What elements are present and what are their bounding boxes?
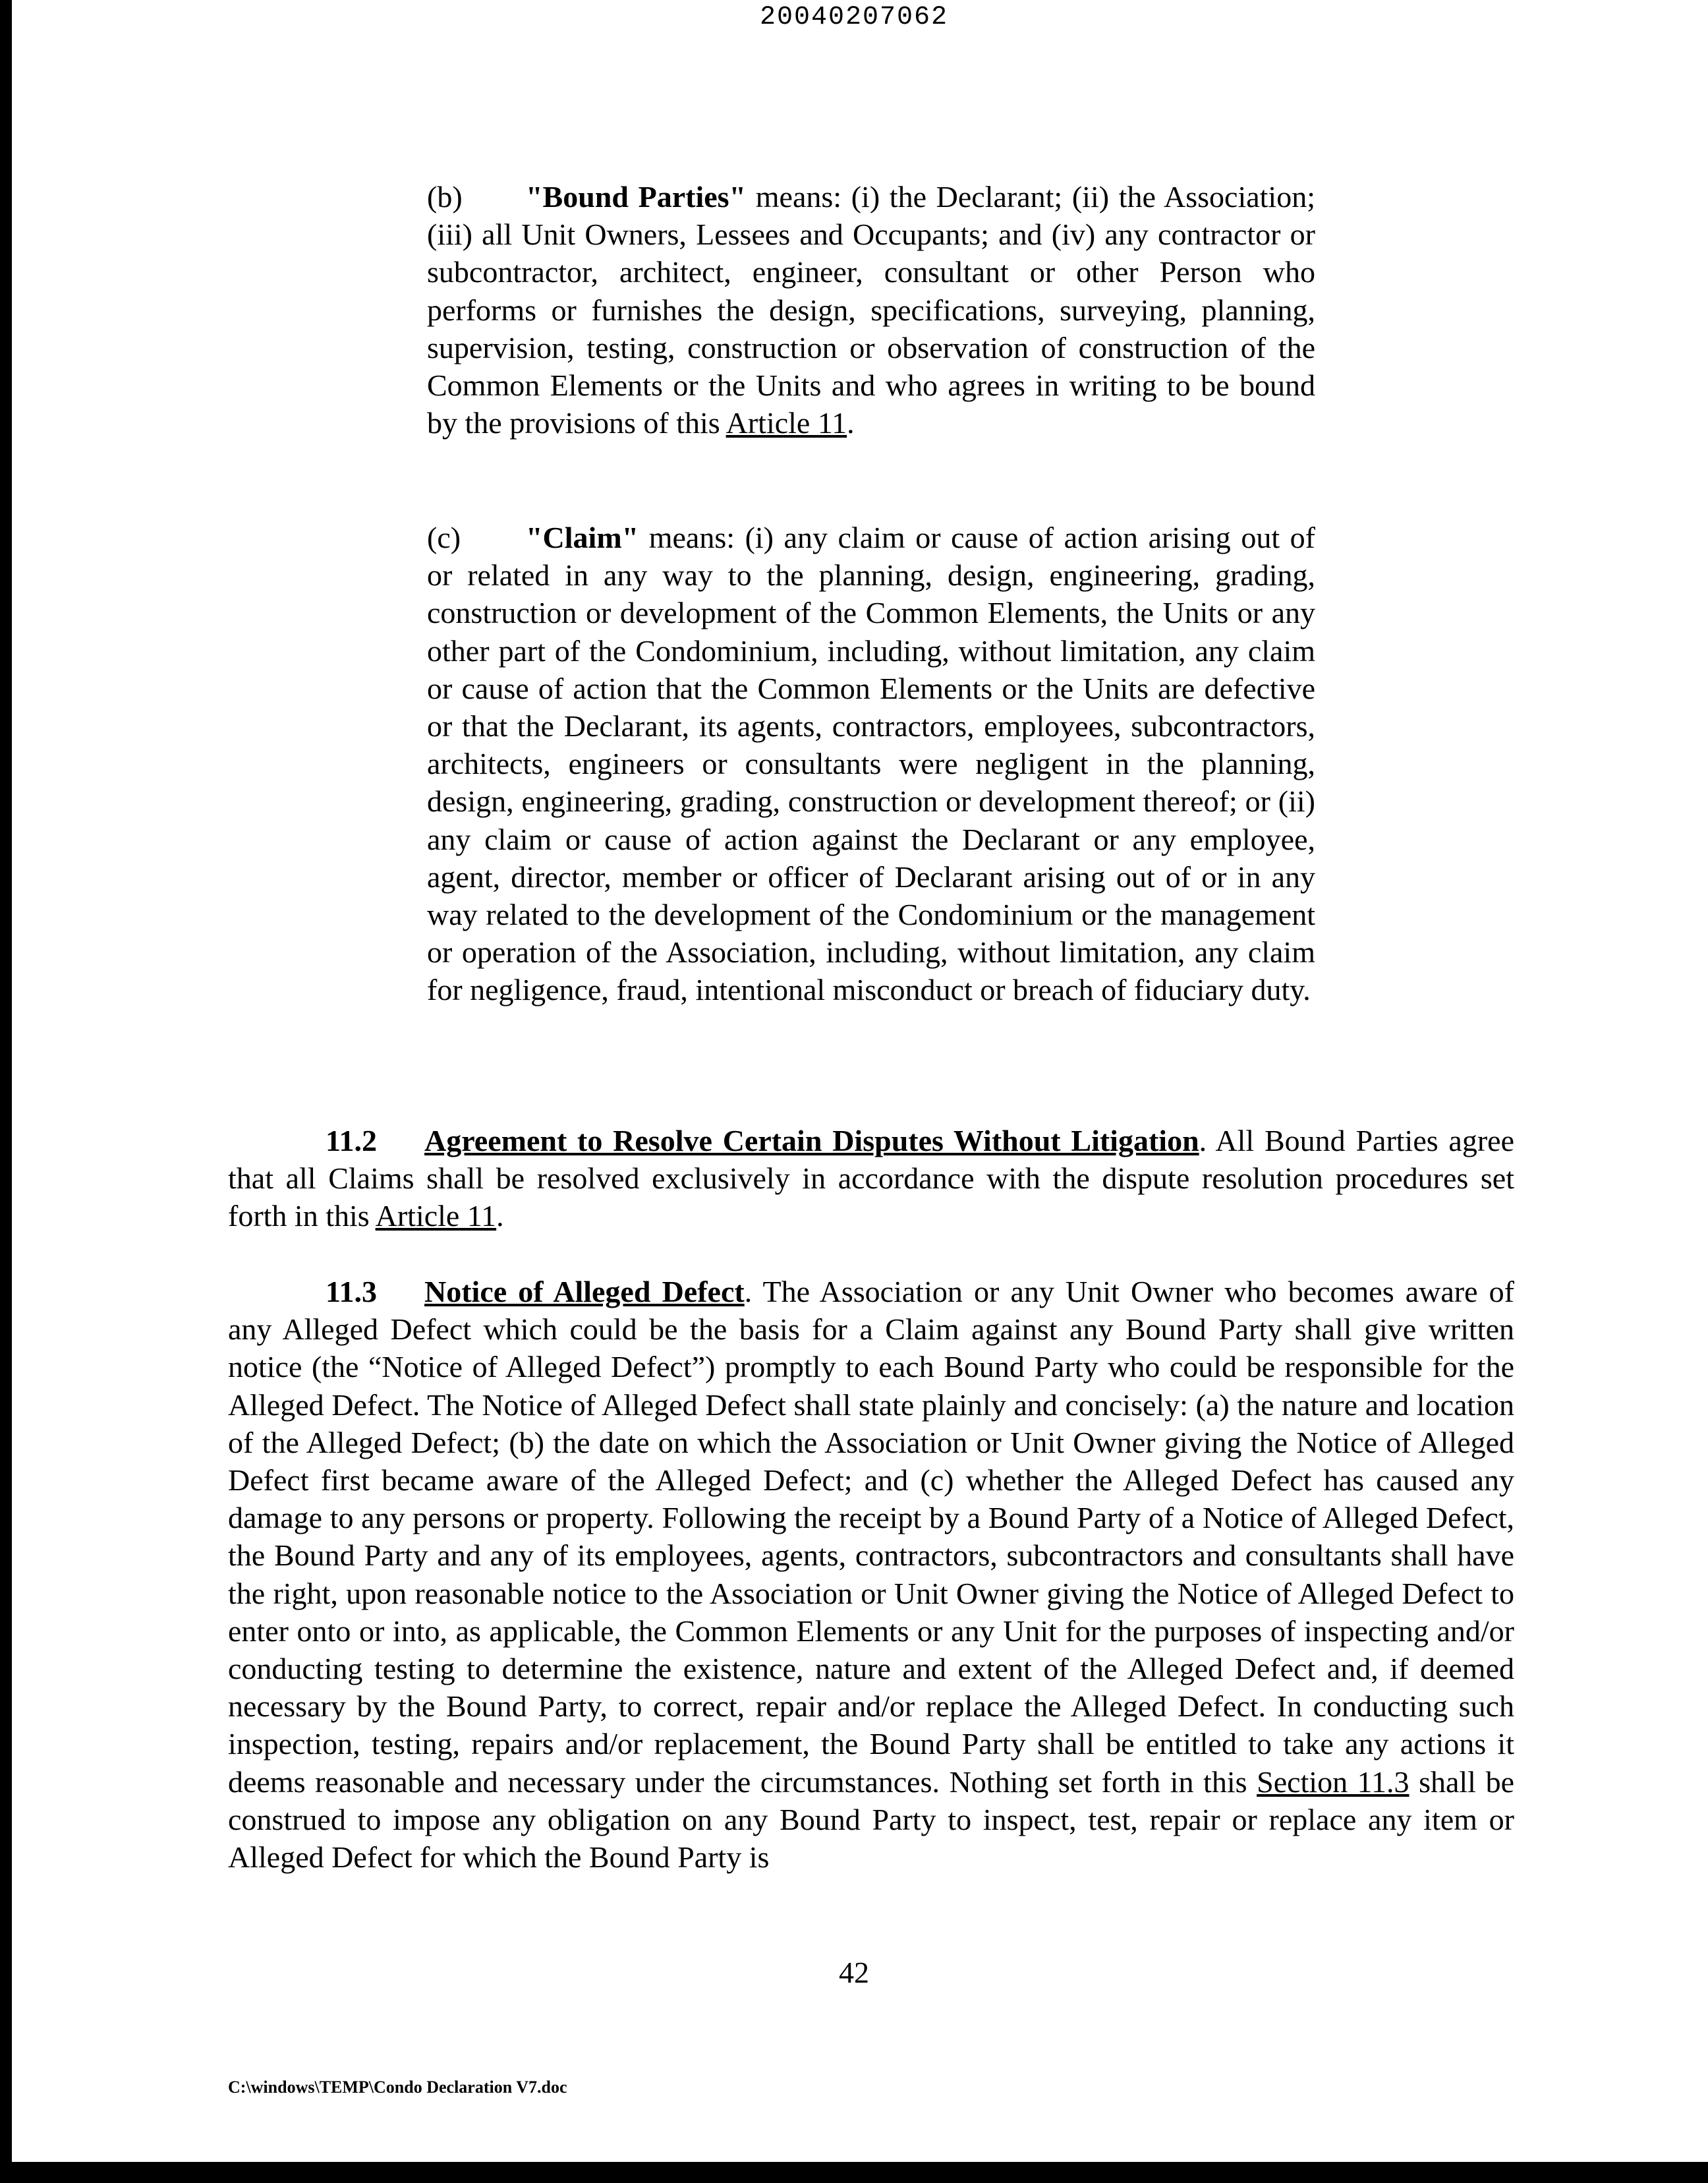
paragraph-c-term: "Claim" (526, 521, 639, 554)
section-11-3-heading: Notice of Alleged Defect (424, 1275, 745, 1308)
section-11-2-text: . All Bound Parties agree that all Claims shall be resolved exclusively in accordance with the dispute resolution procedures set forth in this (228, 1124, 1514, 1233)
paragraph-c-label: (c) (427, 521, 461, 554)
section-11-2-end: . (496, 1199, 504, 1233)
section-11-3-text: . The Association or any Unit Owner who becomes aware of any Alleged Defect which could be the basis for a Claim against any Bound Party shall give written notice (the “Notice of Alleged Defect”) promptly to each Bound Party who could be responsible for the Alleged Defect. The Notice of Alleged Defect shall state plainly and concisely: (a) the nature and location of the Alleged Defect; (b) the date on which the Association or Unit Owner giving the Notice of Alleged Defect first became aware of the Alleged Defect; and (c) whether the Alleged Defect has caused any damage to any persons or property. Following the receipt by a Bound Party of a Notice of Alleged Defect, the Bound Party and any of its employees, agents, contractors, subcontractors and consultants shall have the right, upon reasonable notice to the Association or Unit Owner giving the Notice of Alleged Defect to enter onto or into, as applicable, the Common Elements or any Unit for the purposes of inspecting and/or conducting testing to determine the existence, nature and extent of the Alleged Defect and, if deemed necessary by the Bound Party, to correct, repair and/or replace the Alleged Defect. In conducting such inspection, testing, repairs and/or replacement, the Bound Party shall be entitled to take any actions it deems reasonable and necessary under the circumstances. Nothing set forth in this (228, 1275, 1514, 1799)
paragraph-b-article-ref: Article 11 (726, 406, 847, 440)
section-11-3 (228, 1273, 1514, 1876)
paragraph-b-term: "Bound Parties" (526, 180, 747, 214)
section-11-3-number: 11.3 (326, 1275, 377, 1308)
scan-left-edge (0, 0, 12, 2183)
paragraph-b-text: means: (i) the Declarant; (ii) the Association; (iii) all Unit Owners, Lessees and Occupants; and (iv) any contractor or subcontractor, architect, engineer, consultant or other Person who performs or furnishes the design, specifications, surveying, planning, supervision, testing, construction or observation of construction of the Common Elements or the Units and who agrees in writing to be bound by the provisions of this (427, 180, 1315, 440)
section-11-2-number: 11.2 (326, 1124, 377, 1157)
paragraph-b-end: . (847, 406, 855, 440)
paragraph-c-text: means: (i) any claim or cause of action arising out of or related in any way to the planning, design, engineering, grading, construction or development of the Common Elements, the Units or any other part of the Condominium, including, without limitation, any claim or cause of action that the Common Elements or the Units are defective or that the Declarant, its agents, contractors, employees, subcontractors, architects, engineers or consultants were negligent in the planning, design, engineering, grading, construction or development thereof; or (ii) any claim or cause of action against the Declarant or any employee, agent, director, member or officer of Declarant arising out of or in any way related to the development of the Condominium or the management or operation of the Association, including, without limitation, any claim for negligence, fraud, intentional misconduct or breach of fiduciary duty. (427, 521, 1315, 1007)
section-11-3-text-continued: shall be construed to impose any obligation on any Bound Party to inspect, test, repair or replace any item or Alleged Defect for which the Bound Party is (228, 1764, 1514, 1875)
scan-bottom-edge (0, 2162, 1708, 2183)
section-11-2-article-ref: Article 11 (375, 1199, 497, 1233)
paragraph-b-label: (b) (427, 180, 463, 214)
document-number: 20040207062 (759, 3, 949, 32)
section-11-2-heading: Agreement to Resolve Certain Disputes Without Litigation (424, 1124, 1199, 1157)
page-number: 42 (839, 1956, 869, 1989)
section-11-3-ref: Section 11.3 (1257, 1764, 1409, 1799)
paragraph-b (427, 178, 1315, 442)
paragraph-c (427, 519, 1315, 1009)
section-11-2 (228, 1122, 1514, 1235)
footer-file-path: C:\windows\TEMP\Condo Declaration V7.doc (228, 2078, 567, 2097)
